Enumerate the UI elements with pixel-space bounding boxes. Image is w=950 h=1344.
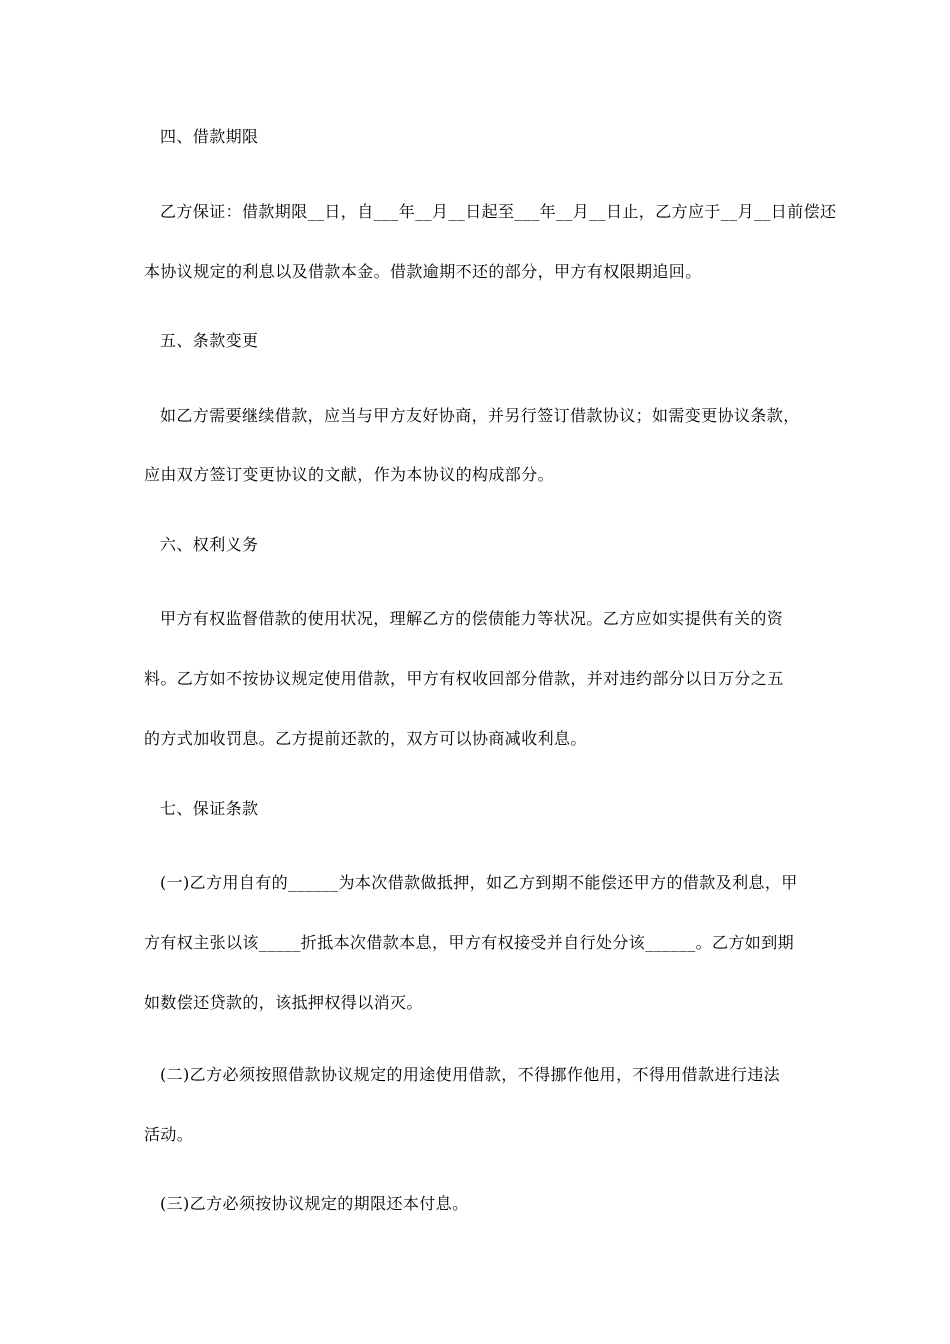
paragraph-line: 如乙方需要继续借款，应当与甲方友好协商，并另行签订借款协议；如需变更协议条款， (160, 406, 800, 425)
section-heading-loan-term: 四、借款期限 (160, 127, 259, 146)
section-heading-clause-change: 五、条款变更 (160, 331, 259, 350)
paragraph-line: 甲方有权监督借款的使用状况，理解乙方的偿债能力等状况。乙方应如实提供有关的资 (160, 609, 784, 628)
paragraph-line: (一)乙方用自有的______为本次借款做抵押，如乙方到期不能偿还甲方的借款及利息，甲 (160, 873, 798, 892)
paragraph-line: 乙方保证：借款期限__日，自___年__月__日起至___年__月__日止，乙方应于__月__日前偿还 (160, 202, 837, 221)
paragraph-line: (三)乙方必须按协议规定的期限还本付息。 (160, 1194, 469, 1213)
paragraph-line: 的方式加收罚息。乙方提前还款的，双方可以协商减收利息。 (144, 729, 587, 748)
section-heading-guarantee: 七、保证条款 (160, 799, 259, 818)
paragraph-line: (二)乙方必须按照借款协议规定的用途使用借款，不得挪作他用，不得用借款进行违法 (160, 1065, 781, 1084)
paragraph-line: 方有权主张以该_____折抵本次借款本息，甲方有权接受并自行处分该______。乙方如到期 (144, 933, 795, 952)
paragraph-line: 如数偿还贷款的，该抵押权得以消灭。 (144, 993, 423, 1012)
paragraph-line: 本协议规定的利息以及借款本金。借款逾期不还的部分，甲方有权限期追回。 (144, 262, 702, 281)
paragraph-line: 料。乙方如不按协议规定使用借款，甲方有权收回部分借款，并对违约部分以日万分之五 (144, 669, 784, 688)
paragraph-line: 活动。 (144, 1125, 194, 1144)
paragraph-line: 应由双方签订变更协议的文献，作为本协议的构成部分。 (144, 465, 555, 484)
section-heading-rights-obligations: 六、权利义务 (160, 535, 259, 554)
